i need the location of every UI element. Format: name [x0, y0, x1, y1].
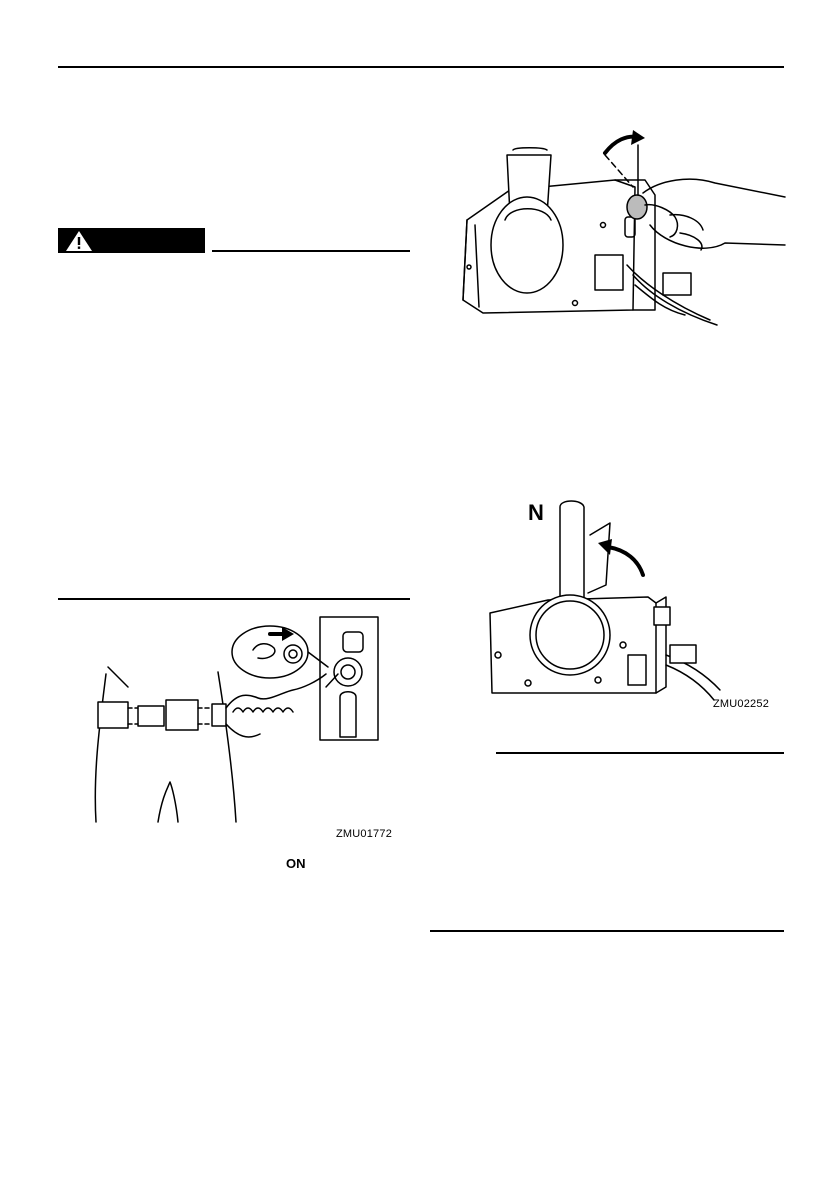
warning-triangle-icon [64, 228, 94, 253]
figure-code-shift-lever: ZMU02252 [713, 698, 770, 710]
shift-lever-neutral-figure [488, 495, 788, 710]
switch-on-label: ON [286, 856, 306, 871]
engine-stop-lanyard-figure [88, 612, 388, 824]
neutral-position-label: N [528, 500, 544, 525]
section-rule-left [58, 598, 410, 600]
warning-badge [58, 228, 205, 253]
figure-code-lanyard: ZMU01772 [336, 828, 393, 840]
note-rule-bottom [430, 930, 784, 932]
header-rule [58, 66, 784, 68]
warning-underline [212, 250, 410, 252]
remote-control-key-figure [455, 125, 790, 340]
note-rule-top [496, 752, 784, 754]
